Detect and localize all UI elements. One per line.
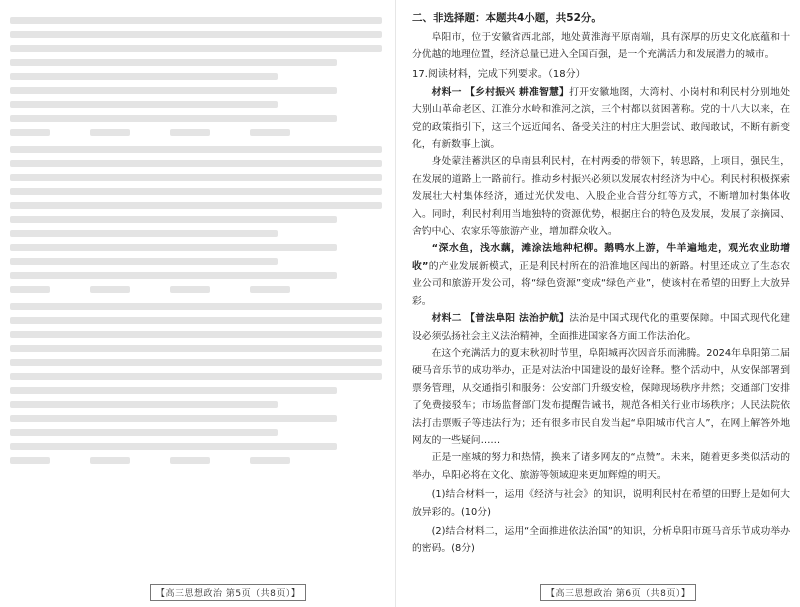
question-16-block	[10, 303, 382, 464]
material-1-paragraph-3	[412, 240, 790, 310]
sub-question-2-score: (8分)	[451, 543, 475, 555]
question-15-options	[10, 286, 382, 293]
material-2-lead: 法治是中国式现代化的重要保障。中国式现代化建设必须弘扬社会主义法治精神，全面推进国家各方面工作法治化。	[412, 313, 790, 342]
sub-question-2-text: (2)结合材料二，运用“全面推进依法治国”的知识，分析阜阳市斑马音乐节成功举办的密码。	[412, 525, 790, 555]
material-2-paragraph-lead	[412, 310, 790, 345]
question-15-block	[10, 146, 382, 293]
material-2-paragraph-1: 在这个充满活力的夏末秋初时节里，阜阳城再次因音乐而沸腾。2024年阜阳第二届硬马音乐节的成功举办，正是对法治中国建设的最好诠释。整个活动中，从安保部署到票务管理，从交通指引和服务：公安部门升级安检，保障现场秩序井然；交通部门安排了免费接驳车；市场监督部门发布提醒告诫书，规范各相关行业市场秩序；人民法院依法打击票贩子等违法行为；还有很多市民自发当起“阜阳城市代言人”，在网上解答外地网友的一些疑问……	[412, 347, 790, 446]
question-17-heading: 17.阅读材料，完成下列要求。（18分）	[412, 68, 586, 80]
material-2-label: 材料二	[431, 313, 462, 325]
material-2-paragraph-2: 正是一座城的努力和热情，换来了诸多网友的“点赞”。未来，随着更多类似活动的举办，阜阳必将在文化、旅游等领域迎来更加辉煌的明天。	[412, 452, 790, 481]
material-1-paragraph-2: 身处蒙洼蓄洪区的阜南县利民村，在村两委的带领下，转思路，上项目，强民生，在发展的道路上一路前行。推动乡村振兴必须以发展农村经济为中心。利民村积极探索发展壮大村集体经济，通过光伏发电、入股企业合营分红等方式，不断增加村集体收入。同时，利民村利用当地独特的资源优势，根据庄台的特色及发展，发展了亲摘园、舍钓中心、农家乐等旅游产业，增加群众收入。	[412, 156, 790, 238]
left-page-footer: 【高三思想政治 第5页（共8页）】	[150, 584, 306, 601]
sub-question-2	[412, 523, 790, 558]
material-1-slogan: “深水鱼，浅水藕，滩涂法地种杞柳。鹅鸭水上游，牛羊遍地走，观光农业助增收”	[412, 243, 790, 272]
sub-question-1-score: (10分)	[460, 506, 491, 518]
material-1-title: 【乡村振兴 耕准智慧】	[465, 86, 570, 98]
question-14-options	[10, 129, 382, 136]
right-page-footer: 【高三思想政治 第6页（共8页）】	[540, 584, 696, 601]
question-16-options	[10, 457, 382, 464]
sub-question-1	[412, 486, 790, 521]
section-heading: 二、非选择题：本题共4小题，共52分。	[412, 12, 602, 24]
question-14-block	[10, 17, 382, 136]
material-1-text-3: 的产业发展新模式，正是利民村所在的沿淮地区闯出的新路。村里还成立了生态农业公司和旅游开发公司，将“绿色资源”变成“绿色产业”，使该村在希望的田野上大放异彩。	[412, 260, 790, 307]
material-1-paragraph-1	[412, 84, 790, 154]
left-page	[0, 0, 392, 607]
sub-question-1-text: (1)结合材料一，运用《经济与社会》的知识，说明利民村在希望的田野上是如何大放异彩的。	[412, 489, 790, 518]
material-1-text-1: 打开安徽地图，大湾村、小岗村和利民村分别地处大别山革命老区、江淮分水岭和淮河之滨，三个村都以贫困著称。党的十八大以来，在党的政策指引下，这三个远近闻名、备受关注的村庄大胆尝试、敢闯敢试，不断有新变化，有新数事上演。	[412, 86, 790, 151]
material-2-title: 【普法阜阳 法治护航】	[465, 313, 570, 325]
intro-paragraph: 阜阳市，位于安徽省西北部，地处黄淮海平原南端，具有深厚的历史文化底蕴和十分优越的地理位置，经济总量已进入全国百强，是一个充满活力和发展潜力的城市。	[412, 32, 790, 61]
right-page	[400, 0, 800, 607]
page-gutter	[395, 0, 396, 607]
material-1-label: 材料一	[431, 86, 462, 98]
